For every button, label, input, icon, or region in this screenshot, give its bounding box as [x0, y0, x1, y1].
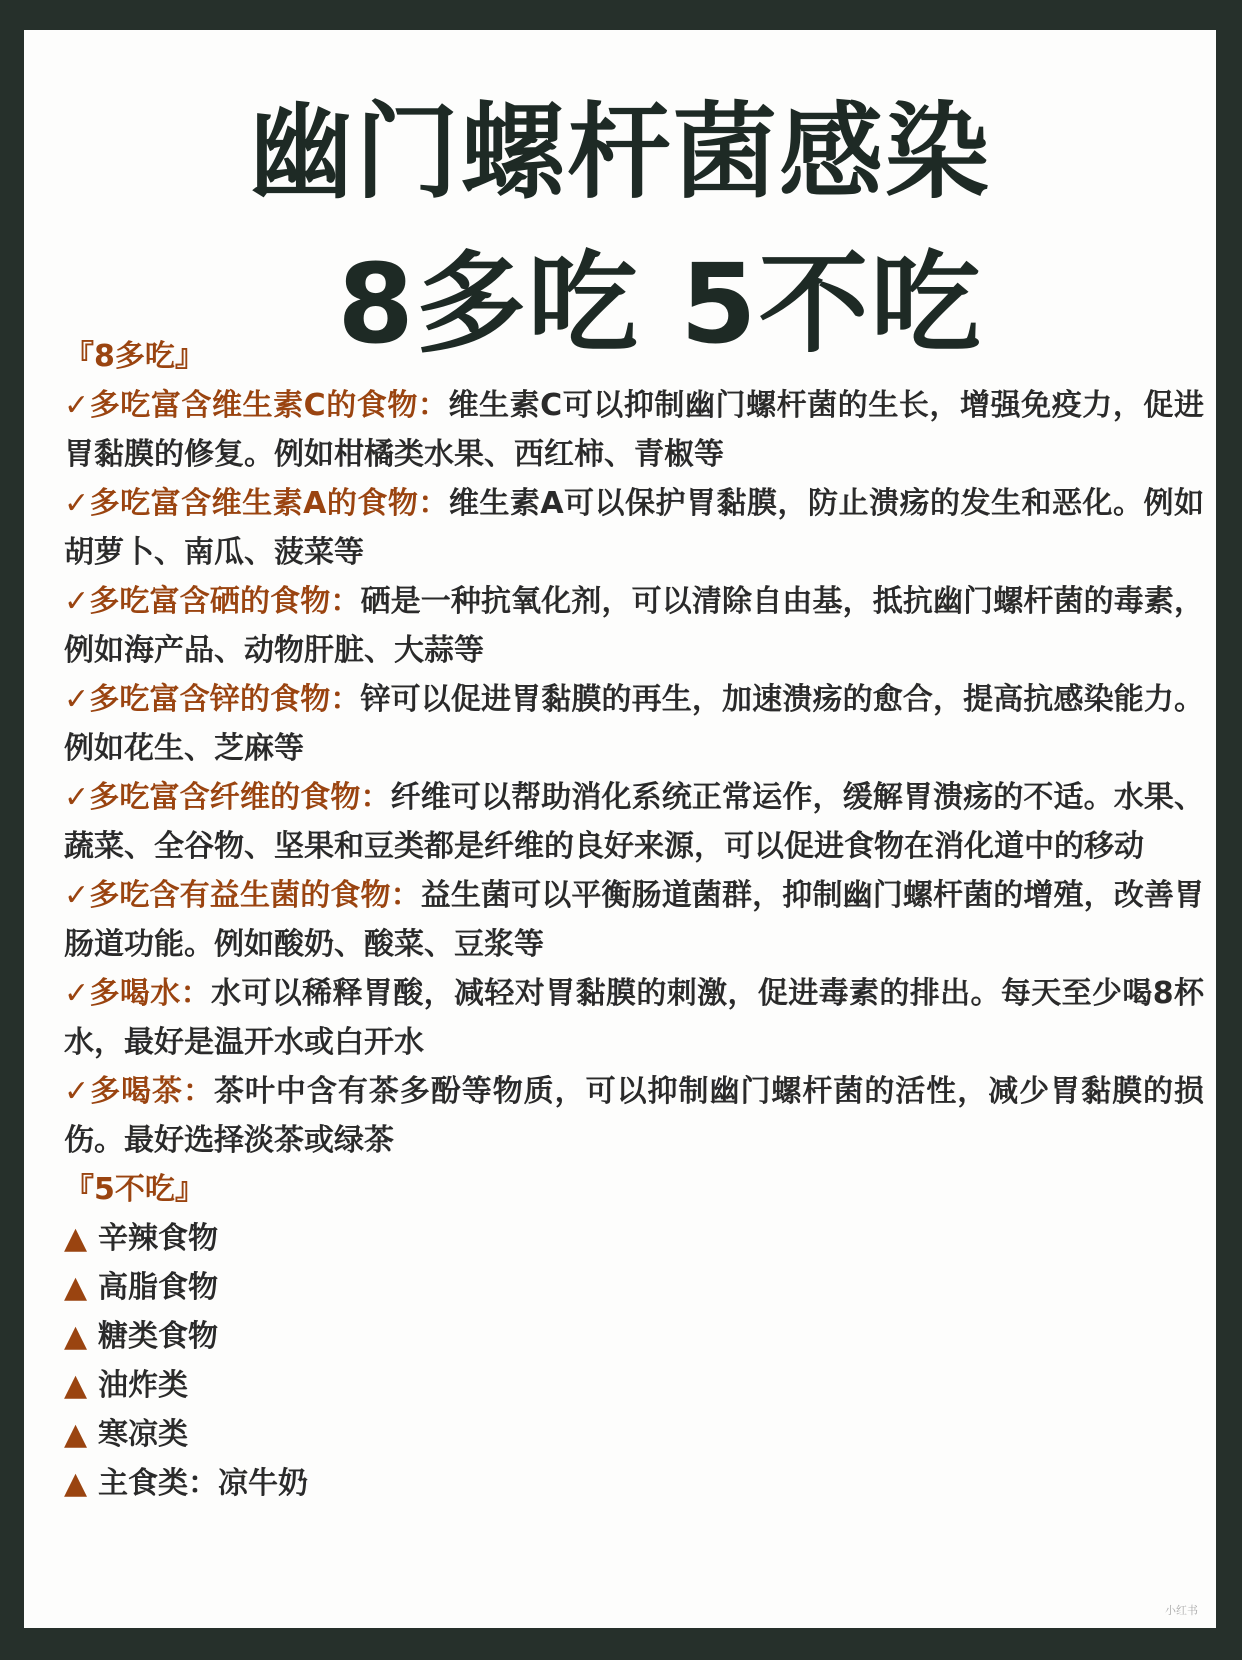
- eat-more-item: [64, 969, 1204, 1067]
- triangle-icon: ▲: [64, 1319, 88, 1354]
- eat-more-item: [64, 479, 1204, 577]
- avoid-item-label: 油炸类: [98, 1368, 188, 1403]
- list-item: [64, 1361, 1204, 1410]
- item-text: 益生菌可以平衡肠道菌群，抑制幽门螺杆菌的增殖，改善胃肠道功能。例如酸奶、酸菜、豆浆等: [64, 878, 1205, 962]
- check-icon: ✓: [64, 780, 90, 815]
- list-item: [64, 1214, 1204, 1263]
- poster-card: [24, 30, 1216, 1628]
- item-text: 水可以稀释胃酸，减轻对胃黏膜的刺激，促进毒素的排出。每天至少喝8杯水，最好是温开水或白开水: [64, 976, 1204, 1060]
- avoid-list: [64, 1214, 1204, 1508]
- list-item: [64, 1263, 1204, 1312]
- check-icon: ✓: [64, 388, 90, 423]
- eat-more-item: [64, 577, 1204, 675]
- page-subtitle: 8多吃 5不吃: [337, 240, 983, 368]
- watermark: 小红书: [1165, 1604, 1198, 1617]
- check-icon: ✓: [64, 682, 90, 717]
- item-lead: 多吃富含维生素A的食物：: [89, 486, 449, 521]
- check-icon: ✓: [64, 584, 90, 619]
- item-text: 锌可以促进胃黏膜的再生，加速溃疡的愈合，提高抗感染能力。例如花生、芝麻等: [64, 682, 1205, 766]
- eat-none-heading: 『5不吃』: [64, 1172, 205, 1207]
- avoid-item-label: 糖类食物: [98, 1319, 218, 1354]
- triangle-icon: ▲: [64, 1270, 88, 1305]
- eat-more-heading: 『8多吃』: [64, 339, 205, 374]
- eat-more-item: [64, 381, 1204, 479]
- avoid-item-label: 高脂食物: [98, 1270, 218, 1305]
- item-text: 硒是一种抗氧化剂，可以清除自由基，抵抗幽门螺杆菌的毒素，例如海产品、动物肝脏、大蒜等: [64, 584, 1205, 668]
- check-icon: ✓: [64, 878, 90, 913]
- avoid-item-label: 辛辣食物: [98, 1221, 218, 1256]
- item-lead: 多吃含有益生菌的食物：: [89, 878, 421, 913]
- triangle-icon: ▲: [64, 1417, 88, 1452]
- page-title: 幽门螺杆菌感染: [248, 91, 991, 213]
- triangle-icon: ▲: [64, 1466, 88, 1501]
- eat-more-item: [64, 871, 1204, 969]
- content-body: [64, 332, 1204, 1508]
- list-item: [64, 1459, 1204, 1508]
- item-text: 维生素A可以保护胃黏膜，防止溃疡的发生和恶化。例如胡萝卜、南瓜、菠菜等: [64, 486, 1205, 570]
- triangle-icon: ▲: [64, 1221, 88, 1256]
- eat-more-item: [64, 1067, 1204, 1165]
- item-lead: 多喝水：: [89, 976, 212, 1011]
- item-text: 维生素C可以抑制幽门螺杆菌的生长，增强免疫力，促进胃黏膜的修复。例如柑橘类水果、西红柿、青椒等: [64, 388, 1204, 472]
- item-lead: 多吃富含维生素C的食物：: [89, 388, 449, 423]
- list-item: [64, 1312, 1204, 1361]
- eat-more-item: [64, 773, 1204, 871]
- item-text: 茶叶中含有茶多酚等物质，可以抑制幽门螺杆菌的活性，减少胃黏膜的损伤。最好选择淡茶或绿茶: [64, 1074, 1205, 1158]
- check-icon: ✓: [64, 1074, 91, 1109]
- avoid-item-label: 主食类：凉牛奶: [98, 1466, 308, 1501]
- check-icon: ✓: [64, 976, 90, 1011]
- check-icon: ✓: [64, 486, 90, 521]
- avoid-item-label: 寒凉类: [98, 1417, 188, 1452]
- list-item: [64, 1410, 1204, 1459]
- item-lead: 多吃富含锌的食物：: [89, 682, 361, 717]
- item-lead: 多喝茶：: [90, 1074, 214, 1109]
- item-lead: 多吃富含硒的食物：: [89, 584, 361, 619]
- item-lead: 多吃富含纤维的食物：: [89, 780, 391, 815]
- eat-more-item: [64, 675, 1204, 773]
- item-text: 纤维可以帮助消化系统正常运作，缓解胃溃疡的不适。水果、蔬菜、全谷物、坚果和豆类都是纤维的良好来源，可以促进食物在消化道中的移动: [64, 780, 1205, 864]
- triangle-icon: ▲: [64, 1368, 88, 1403]
